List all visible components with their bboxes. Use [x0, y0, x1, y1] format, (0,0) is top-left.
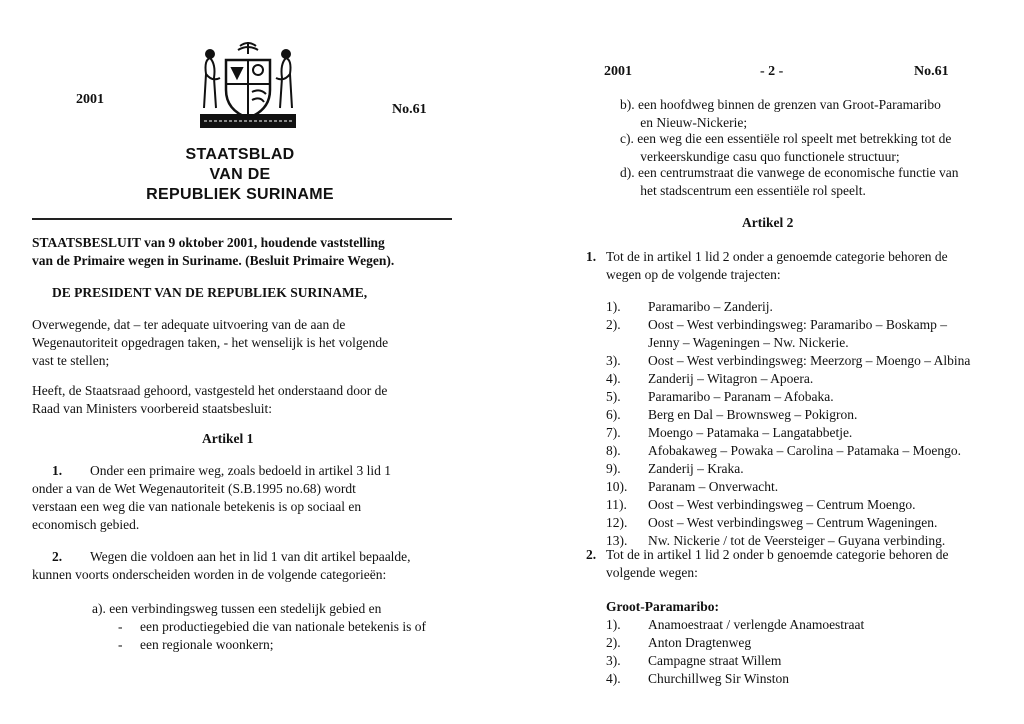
coat-of-arms-emblem — [192, 38, 304, 132]
route-text: Oost – West verbindingsweg – Centrum Wageningen. — [648, 515, 938, 530]
paragraph-line: verstaan een weg die van nationale betekenis is op sociaal en — [32, 499, 362, 514]
route-item — [606, 370, 970, 388]
route-item — [606, 496, 970, 514]
sub-item-a-line: een productiegebied die van nationale betekenis is of — [140, 619, 427, 634]
paragraph-line: Tot de in artikel 1 lid 2 onder b genoemde categorie behoren de — [606, 547, 949, 562]
route-text: Oost – West verbindingsweg: Meerzorg – Moengo – Albina — [648, 353, 971, 368]
route-number: 12). — [606, 515, 628, 530]
route-item — [606, 388, 970, 406]
street-name: Anamoestraat / verlengde Anamoestraat — [648, 617, 865, 632]
route-text: Oost – West verbindingsweg – Centrum Moengo. — [648, 497, 916, 512]
street-number: 4). — [606, 671, 621, 686]
sub-item-a-bullet: - — [118, 637, 123, 652]
paragraph-line: Raad van Ministers voorbereid staatsbesluit: — [32, 401, 272, 416]
paragraph-line: kunnen voorts onderscheiden worden in de volgende categorieën: — [32, 567, 387, 582]
besluit-heading — [32, 234, 394, 270]
route-number: 13). — [606, 533, 628, 548]
paragraph-line: c). een weg die een essentiële rol speelt met betrekking tot de — [620, 131, 952, 146]
paragraph-line: economisch gebied. — [32, 517, 140, 532]
paragraph-line: en Nieuw-Nickerie; — [620, 115, 748, 130]
route-number: 8). — [606, 443, 621, 458]
street-number: 1). — [606, 617, 621, 632]
route-item — [606, 298, 970, 316]
staatsblad-title-line-3: REPUBLIEK SURINAME — [146, 186, 334, 203]
paragraph-line: volgende wegen: — [606, 565, 698, 580]
sub-item-a: a). een verbindingsweg tussen een stedelijk gebied en — [92, 601, 382, 616]
left-number: No.61 — [392, 102, 427, 117]
sub-item-c — [620, 130, 951, 166]
route-text: Paramaribo – Paranam – Afobaka. — [648, 389, 834, 404]
route-number: 2). — [606, 317, 621, 332]
route-text: Zanderij – Kraka. — [648, 461, 744, 476]
route-number: 4). — [606, 371, 621, 386]
paragraph-line: onder a van de Wet Wegenautoriteit (S.B.1995 no.68) wordt — [32, 481, 356, 496]
right-number: No.61 — [914, 64, 949, 79]
paragraph-line: Tot de in artikel 1 lid 2 onder a genoemde categorie behoren de — [606, 249, 948, 264]
right-year: 2001 — [604, 64, 632, 79]
route-item — [606, 424, 970, 442]
page-number: - 2 - — [760, 64, 784, 79]
street-item — [606, 634, 864, 652]
paragraph-line: Wegen die voldoen aan het in lid 1 van dit artikel bepaalde, — [90, 549, 411, 564]
route-text: Afobakaweg – Powaka – Carolina – Patamaka – Moengo. — [648, 443, 962, 458]
route-text: Nw. Nickerie / tot de Veersteiger – Guyana verbinding. — [648, 533, 946, 548]
paragraph-line: verkeerskundige casu quo functionele structuur; — [620, 149, 900, 164]
staatsblad-title-line-2: VAN DE — [209, 166, 271, 183]
artikel-2-heading: Artikel 2 — [742, 215, 794, 230]
sub-item-a-bullet: - — [118, 619, 123, 634]
artikel-2-paragraph-2 — [606, 546, 948, 582]
artikel-2-paragraph-2-number: 2. — [586, 547, 597, 562]
paragraph-line: Onder een primaire weg, zoals bedoeld in artikel 3 lid 1 — [90, 463, 392, 478]
heeft-paragraph — [32, 382, 387, 418]
street-name: Anton Dragtenweg — [648, 635, 752, 650]
street-item — [606, 652, 864, 670]
route-text: Oost – West verbindingsweg: Paramaribo – Boskamp – — [648, 317, 948, 332]
route-text: Paramaribo – Zanderij. — [648, 299, 773, 314]
route-item — [606, 442, 970, 460]
sub-item-b — [620, 96, 941, 132]
route-number: 10). — [606, 479, 628, 494]
route-item-continuation — [606, 334, 970, 352]
paragraph-line: wegen op de volgende trajecten: — [606, 267, 781, 282]
route-item — [606, 460, 970, 478]
street-name: Campagne straat Willem — [648, 653, 782, 668]
route-item — [606, 514, 970, 532]
street-number: 2). — [606, 635, 621, 650]
route-number: 5). — [606, 389, 621, 404]
besluit-line: van de Primaire wegen in Suriname. (Besluit Primaire Wegen). — [32, 253, 395, 268]
title-divider — [32, 218, 452, 220]
paragraph-line: b). een hoofdweg binnen de grenzen van Groot-Paramaribo — [620, 97, 941, 112]
groot-paramaribo-list — [606, 616, 864, 688]
paragraph-line: het stadscentrum een essentiële rol speelt. — [620, 183, 866, 198]
route-text: Moengo – Patamaka – Langatabbetje. — [648, 425, 853, 440]
routes-list — [606, 298, 970, 550]
artikel-2-paragraph-1 — [606, 248, 948, 284]
sub-item-d — [620, 164, 958, 200]
paragraph-2-number: 2. — [52, 549, 63, 564]
route-item — [606, 478, 970, 496]
route-text: Berg en Dal – Brownsweg – Pokigron. — [648, 407, 858, 422]
paragraph-line: d). een centrumstraat die vanwege de economische functie van — [620, 165, 959, 180]
route-text: Zanderij – Witagron – Apoera. — [648, 371, 814, 386]
route-number: 1). — [606, 299, 621, 314]
route-text: Paranam – Onverwacht. — [648, 479, 779, 494]
street-item — [606, 616, 864, 634]
artikel-2-paragraph-1-number: 1. — [586, 249, 597, 264]
route-number: 7). — [606, 425, 621, 440]
street-name: Churchillweg Sir Winston — [648, 671, 789, 686]
paragraph-2 — [32, 548, 411, 584]
street-number: 3). — [606, 653, 621, 668]
groot-paramaribo-heading: Groot-Paramaribo: — [606, 599, 719, 614]
overwegende-paragraph — [32, 316, 388, 370]
route-number: 11). — [606, 497, 627, 512]
route-number: 3). — [606, 353, 621, 368]
street-item — [606, 670, 864, 688]
route-text: Jenny – Wageningen – Nw. Nickerie. — [648, 335, 849, 350]
president-heading: DE PRESIDENT VAN DE REPUBLIEK SURINAME, — [52, 285, 368, 300]
paragraph-1 — [32, 462, 391, 534]
left-year: 2001 — [76, 92, 104, 107]
route-item — [606, 316, 970, 334]
sub-item-a-line: een regionale woonkern; — [140, 637, 274, 652]
route-item — [606, 352, 970, 370]
route-number: 9). — [606, 461, 621, 476]
paragraph-line: Overwegende, dat – ter adequate uitvoering van de aan de — [32, 317, 346, 332]
besluit-line: STAATSBESLUIT van 9 oktober 2001, houdende vaststelling — [32, 235, 385, 250]
route-number: 6). — [606, 407, 621, 422]
paragraph-line: vast te stellen; — [32, 353, 110, 368]
paragraph-line: Heeft, de Staatsraad gehoord, vastgesteld het onderstaand door de — [32, 383, 388, 398]
staatsblad-title-line-1: STAATSBLAD — [185, 146, 295, 163]
artikel-1-heading: Artikel 1 — [202, 431, 254, 446]
route-item — [606, 406, 970, 424]
paragraph-line: Wegenautoriteit opgedragen taken, - het wenselijk is het volgende — [32, 335, 389, 350]
paragraph-1-number: 1. — [52, 463, 63, 478]
